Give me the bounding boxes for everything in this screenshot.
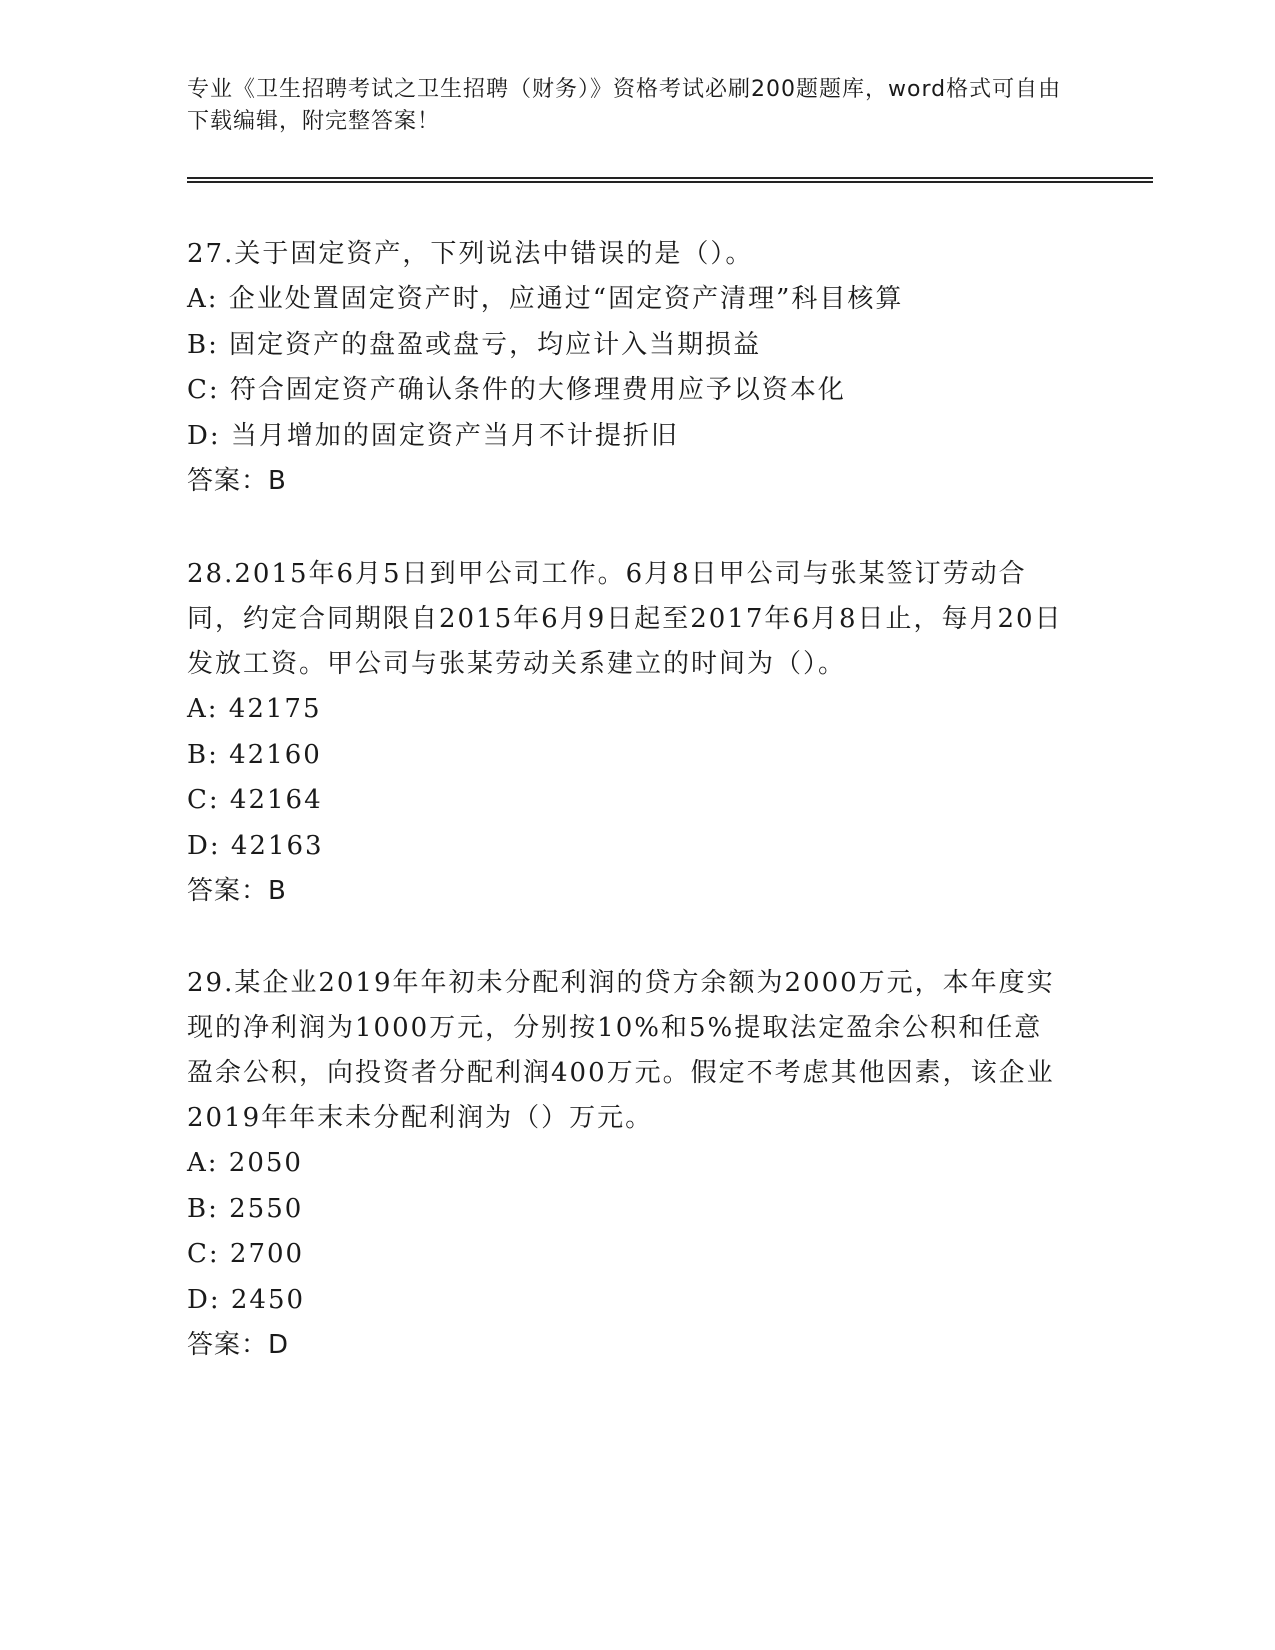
option-d: D: 42163 xyxy=(187,830,324,861)
option-a: A: 企业处置固定资产时，应通过“固定资产清理”科目核算 xyxy=(187,284,904,314)
option-c: C: 42164 xyxy=(187,785,323,815)
document-header: 专业《卫生招聘考试之卫生招聘（财务）》资格考试必刷200题题库，word格式可自由下载编辑，附完整答案！ xyxy=(187,77,1062,134)
question-stem: 29.某企业2019年年初未分配利润的贷方余额为2000万元，本年度实现的净利润为1000万元，分别按10%和5%提取法定盈余公积和任意盈余公积，向投资者分配利润400万元。假定不考虑其他因素，该企业2019年年末未分配利润为（）万元。 xyxy=(187,968,1055,1133)
option-b: B: 固定资产的盘盈或盘亏，均应计入当期损益 xyxy=(187,329,762,360)
option-a: A: 2050 xyxy=(187,1148,303,1178)
header-divider xyxy=(187,177,1153,183)
question-29 xyxy=(187,961,1067,1368)
question-stem: 27.关于固定资产，下列说法中错误的是（）。 xyxy=(187,239,754,269)
option-a: A: 42175 xyxy=(187,694,322,724)
answer: 答案：B xyxy=(187,876,287,906)
answer: 答案：B xyxy=(187,466,287,496)
answer: 答案：D xyxy=(187,1330,290,1360)
question-27 xyxy=(187,232,1067,504)
option-d: D: 当月增加的固定资产当月不计提折旧 xyxy=(187,420,679,451)
option-b: B: 42160 xyxy=(187,739,322,770)
option-c: C: 2700 xyxy=(187,1239,305,1269)
question-stem: 28.2015年6月5日到甲公司工作。6月8日甲公司与张某签订劳动合同，约定合同期限自2015年6月9日起至2017年6月8日止，每月20日发放工资。甲公司与张某劳动关系建立的时间为（）。 xyxy=(187,559,1063,679)
question-28 xyxy=(187,552,1067,914)
option-b: B: 2550 xyxy=(187,1193,304,1224)
option-d: D: 2450 xyxy=(187,1284,306,1315)
option-c: C: 符合固定资产确认条件的大修理费用应予以资本化 xyxy=(187,375,846,405)
